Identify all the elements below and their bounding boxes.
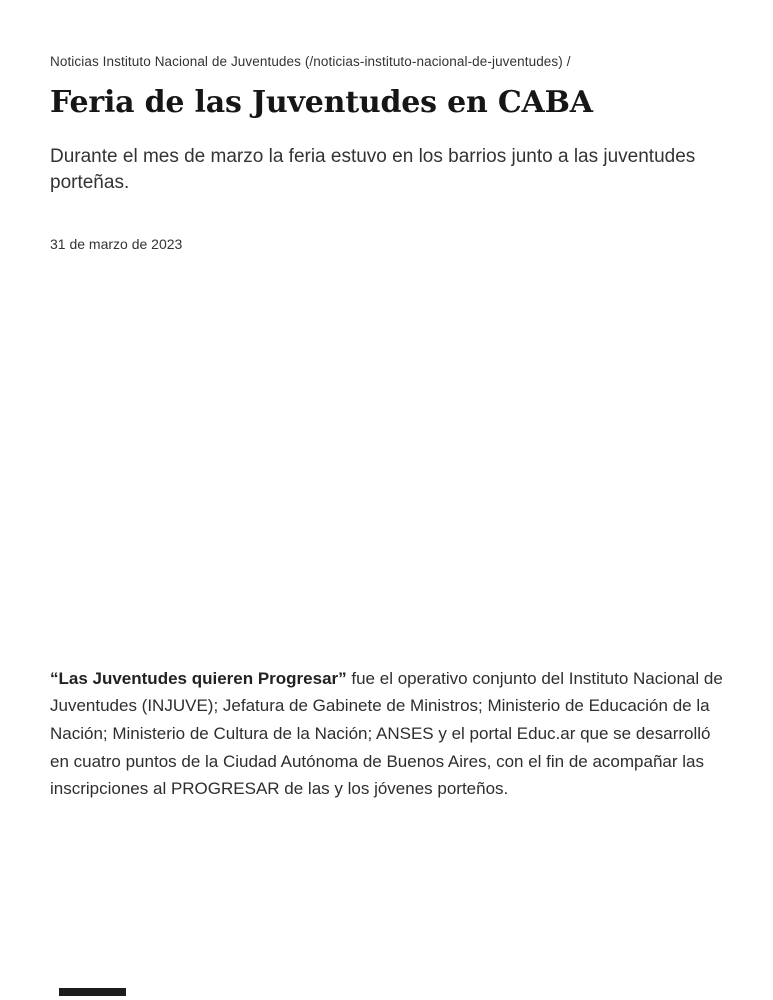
article-body-lead: “Las Juventudes quieren Progresar” <box>50 668 347 688</box>
article-date: 31 de marzo de 2023 <box>50 235 183 252</box>
article-subtitle: Durante el mes de marzo la feria estuvo en los barrios junto a las juventudes porteñas. <box>50 145 696 193</box>
page-title: Feria de las Juventudes en CABA <box>50 85 593 120</box>
article-body <box>50 665 723 803</box>
breadcrumb-link[interactable]: Noticias Instituto Nacional de Juventudes (/noticias-instituto-nacional-de-juventudes) / <box>50 54 571 69</box>
article-body-rest: fue el operativo conjunto del Instituto Nacional de Juventudes (INJUVE); Jefatura de Gabinete de Ministros; Ministerio de Educación de la Nación; Ministerio de Cultura de la Nación; ANSES y el portal Educ.ar que se desarrolló en cuatro puntos de la Ciudad Autónoma de Buenos Aires, con el fin de acompañar las inscripciones al PROGRESAR de las y los jóvenes porteños. <box>50 668 723 799</box>
bottom-bar-fragment <box>59 988 126 996</box>
breadcrumb <box>50 54 723 70</box>
article-media-placeholder <box>50 253 723 665</box>
